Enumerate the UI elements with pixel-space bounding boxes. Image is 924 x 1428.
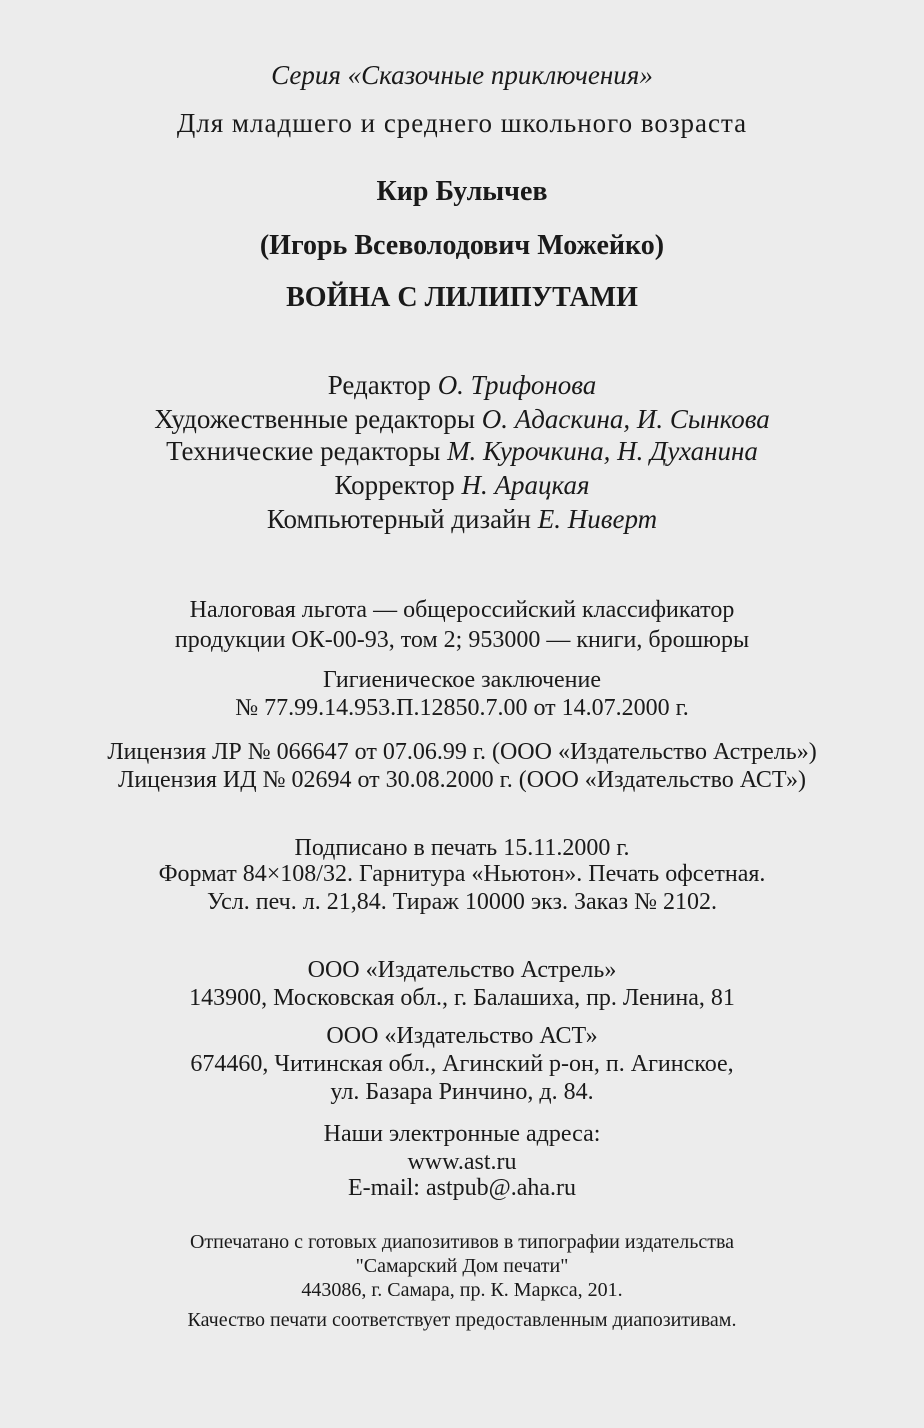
license-line-2: Лицензия ИД № 02694 от 30.08.2000 г. (ООО «Издательство АСТ») <box>118 767 806 793</box>
tax-line-1: Налоговая льгота — общероссийский классификатор <box>189 597 735 623</box>
publisher2-address-1: 674460, Читинская обл., Агинский р-он, п. Агинское, <box>190 1051 734 1077</box>
series-line: Серия «Сказочные приключения» <box>271 60 653 90</box>
signed-line: Подписано в печать 15.11.2000 г. <box>294 835 630 861</box>
publisher1-name: ООО «Издательство Астрель» <box>307 957 617 983</box>
credit-proofreader <box>0 472 924 499</box>
credit-role: Компьютерный дизайн <box>266 504 532 534</box>
credit-names: М. Курочкина, Н. Духанина <box>447 436 758 466</box>
printer-line-3: 443086, г. Самара, пр. К. Маркса, 201. <box>301 1279 623 1301</box>
circulation-line: Усл. печ. л. 21,84. Тираж 10000 экз. Заказ № 2102. <box>207 889 717 915</box>
print-quality-line: Качество печати соответствует предоставленным диапозитивам. <box>187 1309 737 1331</box>
book-title: ВОЙНА С ЛИЛИПУТАМИ <box>286 282 638 313</box>
credit-names: О. Трифонова <box>437 370 597 400</box>
tax-line-2: продукции ОК-00-93, том 2; 953000 — книги, брошюры <box>174 627 750 653</box>
author-real-name: (Игорь Всеволодович Можейко) <box>259 230 665 261</box>
credit-role: Редактор <box>327 370 431 400</box>
printer-line-2: "Самарский Дом печати" <box>355 1255 569 1277</box>
publisher1-address: 143900, Московская обл., г. Балашиха, пр. Ленина, 81 <box>189 985 735 1011</box>
printer-line-1: Отпечатано с готовых диапозитивов в типографии издательства <box>189 1231 735 1253</box>
contacts-email: E-mail: astpub@.aha.ru <box>347 1175 577 1201</box>
contacts-heading: Наши электронные адреса: <box>323 1121 601 1147</box>
format-line: Формат 84×108/32. Гарнитура «Ньютон». Печать офсетная. <box>158 861 766 887</box>
credit-role: Корректор <box>334 470 455 500</box>
publisher2-address-2: ул. Базара Ринчино, д. 84. <box>330 1079 594 1105</box>
license-line-1: Лицензия ЛР № 066647 от 07.06.99 г. (ООО «Издательство Астрель») <box>107 739 817 765</box>
credit-names: О. Адаскина, И. Сынкова <box>481 404 770 434</box>
contacts-web: www.ast.ru <box>407 1149 517 1175</box>
credit-names: Н. Арацкая <box>461 470 590 500</box>
credit-role: Художественные редакторы <box>154 404 476 434</box>
credit-art-editors <box>0 406 924 433</box>
hygiene-line-2: № 77.99.14.953.П.12850.7.00 от 14.07.2000 г. <box>235 695 689 721</box>
hygiene-line-1: Гигиеническое заключение <box>322 667 602 693</box>
credit-role: Технические редакторы <box>166 436 441 466</box>
credit-names: Е. Ниверт <box>537 504 658 534</box>
credit-tech-editors <box>0 438 924 465</box>
credit-editor <box>0 372 924 399</box>
credit-designer <box>0 506 924 533</box>
author-name: Кир Булычев <box>376 176 548 207</box>
age-group-line: Для младшего и среднего школьного возраста <box>176 108 748 138</box>
publisher2-name: ООО «Издательство АСТ» <box>326 1023 598 1049</box>
